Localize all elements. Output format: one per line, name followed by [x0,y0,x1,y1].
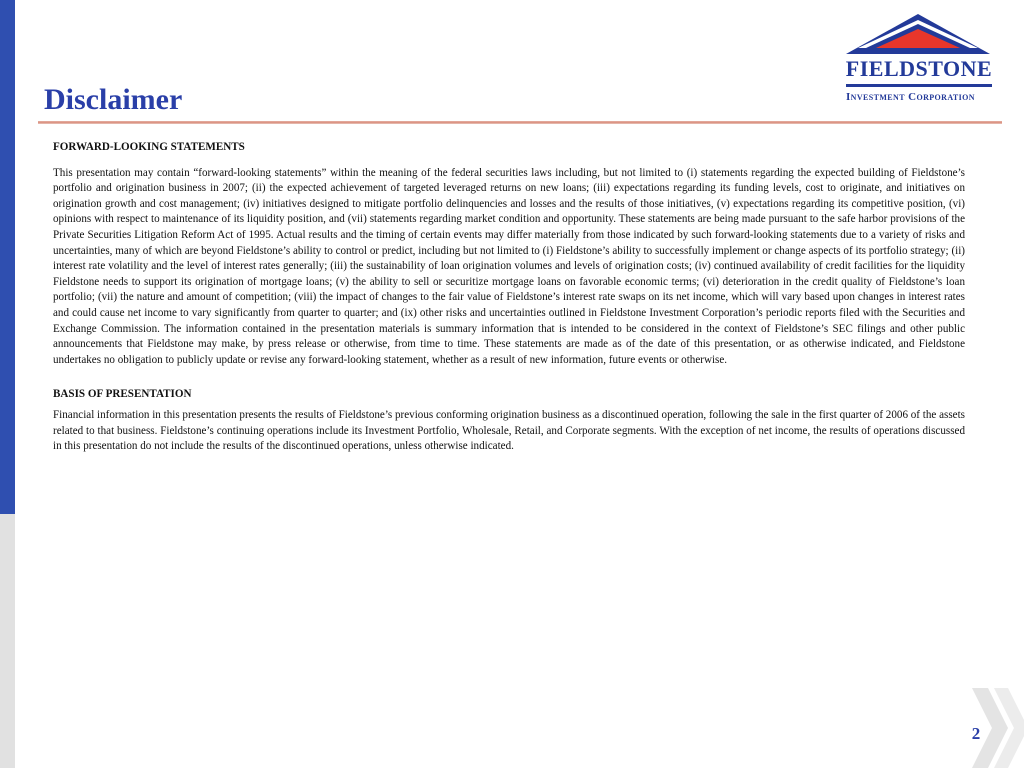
title-divider [38,121,1002,124]
page-number: 2 [971,724,981,743]
logo-subtitle: Investment Corporation [846,91,975,103]
fieldstone-logo [838,14,998,110]
logo-name: FIELDSTONE [845,56,993,81]
page-title: Disclaimer [44,83,183,116]
disclaimer-content [53,140,965,455]
house-roof-icon [846,14,990,54]
section-body: This presentation may contain “forward-looking statements” within the meaning of the federal securities laws including, but not limited to (i) statements regarding the expected building of Fieldstone’s portfolio and origination business in 2007; (ii) the expected achievement of targeted leveraged returns on new loans; (iii) expectations regarding its funding levels, cost to originate, and initiatives on origination growth and cost management; (iv) initiatives designed to mitigate portfolio delinquencies and losses and the results of those initiatives, (v) expectations regarding its competitive position, (vi) opinions with respect to maintenance of its liquidity position, and (vii) statements regarding market condition and opportunity. These statements are being made pursuant to the safe harbor provisions of the Private Securities Litigation Reform Act of 1995. Actual results and the timing of certain events may differ materially from those indicated by such forward-looking statements due to a variety of risks and uncertainties, many of which are beyond Fieldstone’s ability to control or predict, including but not limited to (i) Fieldstone’s ability to successfully implement or change aspects of its portfolio strategy; (ii) interest rate volatility and the level of interest rates generally; (iii) the sustainability of loan origination volumes and levels of origination costs; (iv) continued availability of credit facilities for the liquidity Fieldstone needs to support its origination of mortgage loans; (v) the ability to sell or securitize mortgage loans on favorable economic terms; (vi) deterioration in the credit quality of Fieldstone’s loan portfolio; (vii) the nature and amount of competition; (viii) the impact of changes to the fair value of Fieldstone’s interest rate swaps on its net income, which will vary based upon changes in interest rates and could cause net income to vary significantly from quarter to quarter; and (ix) other risks and uncertainties outlined in Fieldstone Investment Corporation’s periodic reports filed with the Securities and Exchange Commission. The information contained in the presentation materials is summary information that is intended to be considered in the context of Fieldstone’s SEC filings and other public announcements that Fieldstone may make, by press release or otherwise, from time to time. These statements are made as of the date of this presentation, or as otherwise indicated, and Fieldstone undertakes no obligation to publicly update or revise any forward-looking statement, whether as a result of new information, future events or otherwise. [53,166,965,366]
section-heading: FORWARD-LOOKING STATEMENTS [53,141,245,153]
section-heading: BASIS OF PRESENTATION [53,388,192,401]
forward-looking-section [53,140,965,368]
basis-of-presentation-section [53,387,965,454]
left-accent-bar [0,0,15,514]
logo-divider [846,84,992,87]
section-body: Financial information in this presentation presents the results of Fieldstone’s previous conforming origination business as a discontinued operation, following the sale in the first quarter of 2006 of the assets related to that business. Fieldstone’s continuing operations include its Investment Portfolio, Wholesale, Retail, and Corporate segments. With the exception of net income, the results of operations discussed in this presentation do not include the results of the discontinued operations, unless otherwise indicated. [53,408,965,453]
left-gray-bar [0,514,15,768]
